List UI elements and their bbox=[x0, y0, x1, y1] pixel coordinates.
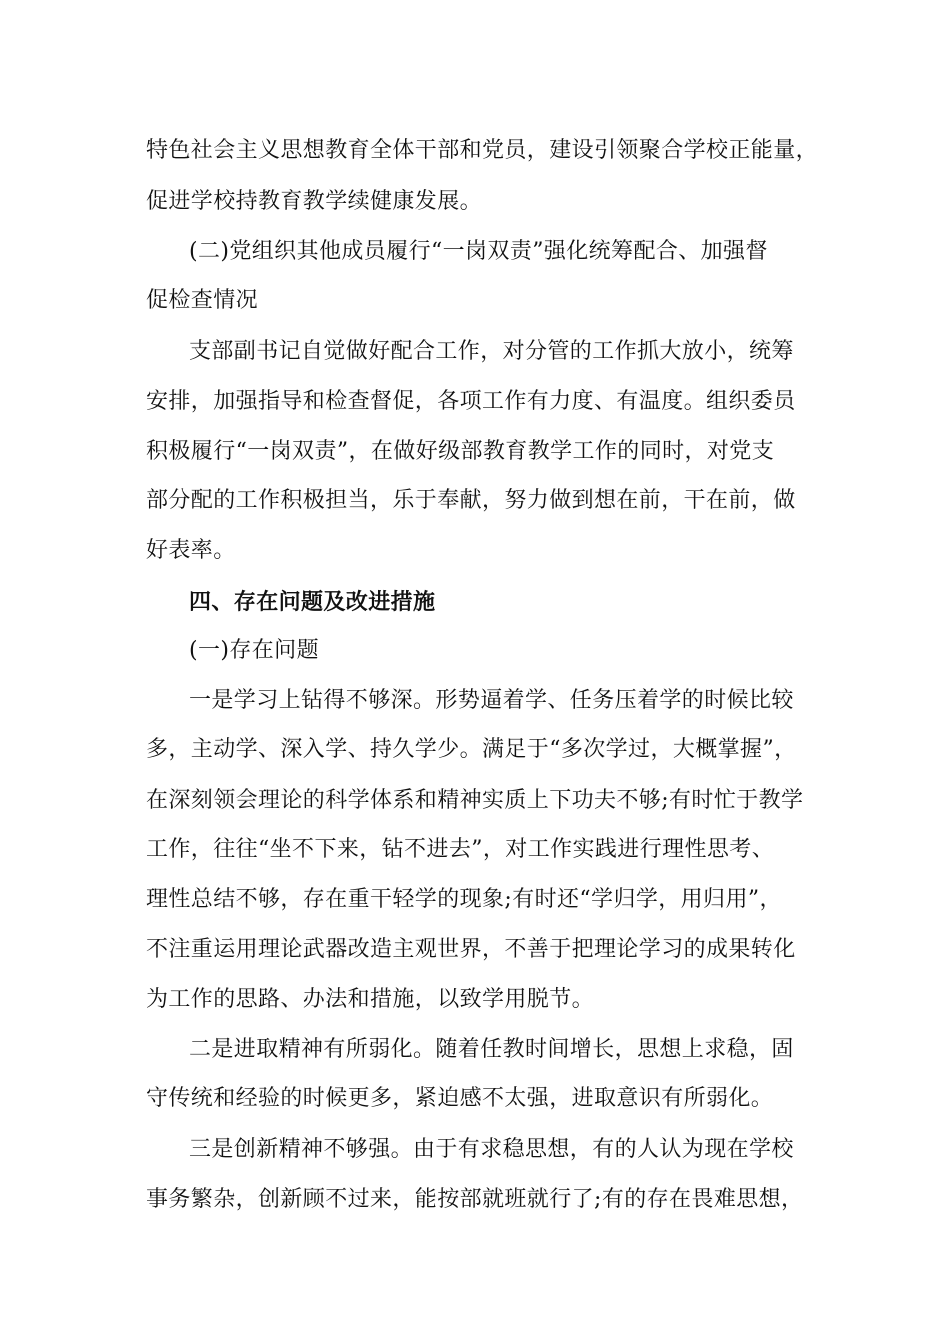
paragraph-line: 部分配的工作积极担当，乐于奉献，努力做到想在前，干在前，做 bbox=[146, 488, 796, 513]
paragraph-line: 三是创新精神不够强。由于有求稳思想，有的人认为现在学校 bbox=[189, 1137, 794, 1162]
paragraph-line: 多，主动学、深入学、持久学少。满足于“多次学过，大概掌握”， bbox=[146, 737, 797, 762]
paragraph-line: 特色社会主义思想教育全体干部和党员，建设引领聚合学校正能量， bbox=[146, 138, 819, 163]
section-heading-line: 促检查情况 bbox=[146, 288, 259, 313]
paragraph-line: 积极履行“一岗双责”，在做好级部教育教学工作的同时，对党支 bbox=[146, 439, 775, 464]
paragraph-line: 二是进取精神有所弱化。随着任教时间增长，思想上求稳，固 bbox=[189, 1037, 794, 1062]
paragraph-line: 好表率。 bbox=[146, 538, 236, 563]
subsection-heading: (一)存在问题 bbox=[189, 638, 319, 663]
paragraph-line: 守传统和经验的时候更多，紧迫感不太强，进取意识有所弱化。 bbox=[146, 1086, 774, 1111]
paragraph-line: 安排，加强指导和检查督促，各项工作有力度、有温度。组织委员 bbox=[146, 389, 796, 414]
paragraph-line: 一是学习上钻得不够深。形势逼着学、任务压着学的时候比较 bbox=[189, 688, 794, 713]
chapter-heading: 四、存在问题及改进措施 bbox=[189, 589, 436, 615]
paragraph-line: 促进学校持教育教学续健康发展。 bbox=[146, 189, 483, 214]
paragraph-line: 不注重运用理论武器改造主观世界，不善于把理论学习的成果转化 bbox=[146, 937, 796, 962]
paragraph-line: 工作，往往“坐不下来，钻不进去”，对工作实践进行理性思考、 bbox=[146, 837, 775, 862]
paragraph-line: 理性总结不够，存在重干轻学的现象;有时还“学归学，用归用”， bbox=[146, 887, 782, 912]
paragraph-line: 支部副书记自觉做好配合工作，对分管的工作抓大放小，统筹 bbox=[189, 339, 794, 364]
paragraph-line: 在深刻领会理论的科学体系和精神实质上下功夫不够;有时忙于教学 bbox=[146, 788, 804, 813]
paragraph-line: 为工作的思路、办法和措施，以致学用脱节。 bbox=[146, 987, 595, 1012]
paragraph-line: 事务繁杂，创新顾不过来，能按部就班就行了;有的存在畏难思想， bbox=[146, 1187, 804, 1212]
section-heading-line: (二)党组织其他成员履行“一岗双责”强化统筹配合、加强督 bbox=[189, 239, 768, 264]
